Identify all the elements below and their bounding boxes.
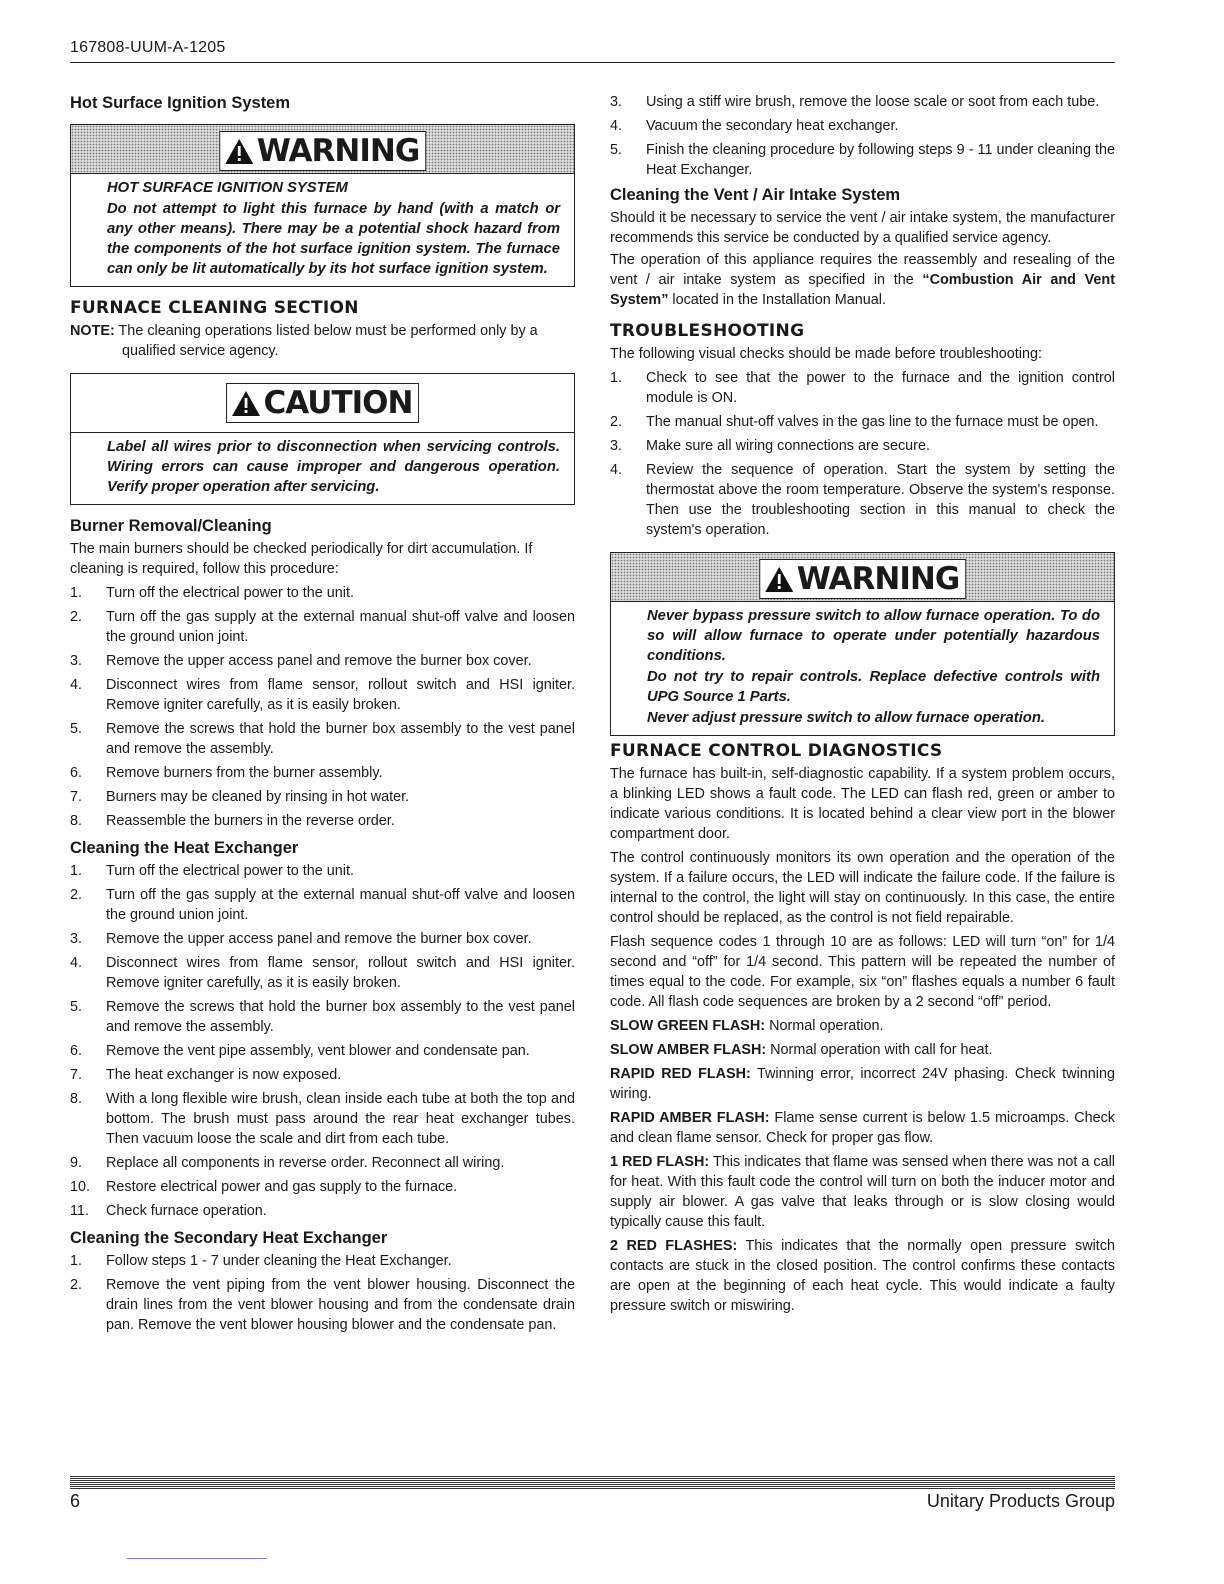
- step-number: 7.: [70, 1067, 83, 1083]
- pressure-switch-warning-box: [610, 552, 1115, 736]
- scan-artifact-line: [127, 1558, 267, 1559]
- warning-sign: [759, 559, 967, 599]
- warning-body: [611, 602, 1114, 735]
- step-text: Review the sequence of operation. Start the system by setting the thermostat above the room temperature. Observe the system's response. Then use the troubleshooting section in this manual to check the system's operation.: [646, 462, 1115, 538]
- step-text: Reassemble the burners in the reverse order.: [106, 813, 395, 829]
- flash-code-label: 1 RED FLASH:: [610, 1154, 710, 1170]
- diagnostics-paragraph-1: The furnace has built-in, self-diagnostic capability. If a system problem occurs, a blinking LED shows a fault code. The LED can flash red, green or amber to indicate various conditions. It is located behind a clear view port in the blower compartment door.: [610, 766, 1115, 842]
- list-item: [70, 1177, 575, 1197]
- step-number: 7.: [70, 789, 83, 805]
- hsi-heading: Hot Surface Ignition System: [70, 94, 291, 112]
- step-number: 5.: [610, 142, 623, 158]
- flash-code-label: 2 RED FLASHES:: [610, 1238, 738, 1254]
- warning-title: HOT SURFACE IGNITION SYSTEM: [107, 180, 348, 196]
- flash-code-description: Normal operation.: [765, 1018, 884, 1034]
- caution-body: [71, 433, 574, 504]
- flash-code-label: RAPID AMBER FLASH:: [610, 1110, 770, 1126]
- vent-paragraph-2: [610, 250, 1115, 310]
- vent-p2-end: located in the Installation Manual.: [668, 292, 887, 308]
- diagnostics-paragraph-2: The control continuously monitors its own operation and the operation of the system. If a failure occurs, the LED will indicate the failure code. If the failure is internal to the control, the light will stay on continuously. In this case, the entire control should be replaced, as the control is not field repairable.: [610, 850, 1115, 926]
- heat-exchanger-heading: Cleaning the Heat Exchanger: [70, 839, 299, 857]
- warning-text-2: Do not try to repair controls. Replace defective controls with UPG Source 1 Parts.: [647, 669, 1100, 705]
- warning-banner: [71, 125, 574, 174]
- flash-code-description: This indicates that flame was sensed when there was not a call for heat. With this fault code the control will turn on both the inducer motor and supply air blower. A gas valve that leaks through or is slow closing would typically cause this fault.: [610, 1154, 1116, 1230]
- step-number: 4.: [610, 462, 623, 478]
- step-number: 6.: [70, 765, 83, 781]
- list-item: [70, 607, 575, 647]
- flash-code-label: SLOW AMBER FLASH:: [610, 1042, 767, 1058]
- step-number: 8.: [70, 813, 83, 829]
- list-item: [70, 885, 575, 925]
- step-text: Vacuum the secondary heat exchanger.: [646, 118, 899, 134]
- warning-label: WARNING: [796, 561, 960, 597]
- caution-sign: [226, 383, 420, 423]
- step-number: 3.: [70, 931, 83, 947]
- step-number: 1.: [70, 863, 83, 879]
- troubleshooting-intro: The following visual checks should be made before troubleshooting:: [610, 346, 1042, 362]
- step-text: Follow steps 1 - 7 under cleaning the Heat Exchanger.: [106, 1253, 452, 1269]
- cleaning-note: [70, 321, 575, 361]
- step-text: Disconnect wires from flame sensor, rollout switch and HSI igniter. Remove igniter carefully, as it is easily broken.: [106, 677, 575, 713]
- step-text: Turn off the gas supply at the external manual shut-off valve and loosen the ground union joint.: [106, 887, 575, 923]
- list-item: [70, 1089, 575, 1149]
- warning-text-3: Never adjust pressure switch to allow furnace operation.: [647, 710, 1045, 726]
- step-text: The heat exchanger is now exposed.: [106, 1067, 342, 1083]
- step-number: 4.: [610, 118, 623, 134]
- secondary-hx-steps-continued: [610, 92, 1115, 180]
- step-number: 9.: [70, 1155, 83, 1171]
- step-text: Finish the cleaning procedure by following steps 9 - 11 under cleaning the Heat Exchanger.: [646, 142, 1115, 178]
- list-item: [610, 436, 1115, 456]
- caution-text: Label all wires prior to disconnection when servicing controls. Wiring errors can cause improper and dangerous operation. Verify proper operation after servicing.: [107, 439, 560, 495]
- list-item: [70, 787, 575, 807]
- list-item: [70, 1041, 575, 1061]
- list-item: [70, 997, 575, 1037]
- step-number: 2.: [70, 1277, 83, 1293]
- warning-banner: [611, 553, 1114, 602]
- flash-code-label: RAPID RED FLASH:: [610, 1066, 751, 1082]
- caution-label: CAUTION: [263, 385, 413, 421]
- list-item: [610, 116, 1115, 136]
- note-text: The cleaning operations listed below must be performed only by a qualified service agency.: [114, 323, 538, 359]
- step-number: 11.: [70, 1203, 89, 1219]
- step-text: Remove the vent piping from the vent blower housing. Disconnect the drain lines from the vent blower housing and from the condensate drain pan. Remove the vent blower housing blower and the condensate pan.: [106, 1277, 575, 1333]
- step-number: 2.: [70, 609, 83, 625]
- step-number: 4.: [70, 955, 83, 971]
- list-item: [70, 953, 575, 993]
- page-number: 6: [70, 1491, 81, 1511]
- heat-exchanger-steps-list: [70, 861, 575, 1221]
- diagnostics-heading: FURNACE CONTROL DIAGNOSTICS: [610, 741, 943, 761]
- step-text: Remove burners from the burner assembly.: [106, 765, 383, 781]
- list-item: [70, 811, 575, 831]
- flash-code-description: This indicates that the normally open pressure switch contacts are stuck in the closed position. The control confirms these contacts are open at the beginning of each heat cycle. This would indicate a faulty pressure switch or miswiring.: [610, 1238, 1115, 1314]
- flash-code-item: [610, 1152, 1115, 1232]
- cleaning-section-heading: FURNACE CLEANING SECTION: [70, 298, 359, 318]
- flash-code-item: [610, 1016, 1115, 1036]
- step-number: 1.: [70, 1253, 83, 1269]
- list-item: [70, 1153, 575, 1173]
- warning-label: WARNING: [256, 133, 420, 169]
- step-number: 8.: [70, 1091, 83, 1107]
- list-item: [70, 929, 575, 949]
- list-item: [610, 412, 1115, 432]
- warning-text-1: Never bypass pressure switch to allow furnace operation. To do so will allow furnace to operate under potentially hazardous conditions.: [647, 608, 1100, 664]
- step-text: With a long flexible wire brush, clean inside each tube at both the top and bottom. The brush must pass around the rear heat exchanger tubes. Then vacuum loose the scale and dirt from each tube.: [106, 1091, 575, 1147]
- step-text: Disconnect wires from flame sensor, rollout switch and HSI igniter. Remove igniter carefully, as it is easily broken.: [106, 955, 575, 991]
- troubleshooting-steps-list: [610, 368, 1115, 540]
- burner-steps-list: [70, 583, 575, 831]
- warning-sign: [219, 131, 427, 171]
- list-item: [610, 460, 1115, 540]
- vent-heading: Cleaning the Vent / Air Intake System: [610, 186, 901, 204]
- list-item: [70, 763, 575, 783]
- flash-code-description: Normal operation with call for heat.: [766, 1042, 993, 1058]
- right-column: [610, 92, 1115, 1320]
- step-text: Using a stiff wire brush, remove the loose scale or soot from each tube.: [646, 94, 1100, 110]
- list-item: [610, 368, 1115, 408]
- flash-code-item: [610, 1108, 1115, 1148]
- step-number: 3.: [610, 94, 623, 110]
- list-item: [70, 675, 575, 715]
- step-text: Remove the screws that hold the burner box assembly to the vest panel and remove the assembly.: [106, 999, 575, 1035]
- step-number: 2.: [70, 887, 83, 903]
- vent-paragraph-1: Should it be necessary to service the vent / air intake system, the manufacturer recommends this service be conducted by a qualified service agency.: [610, 210, 1115, 246]
- list-item: [70, 1065, 575, 1085]
- header-rule: [70, 62, 1115, 63]
- flash-code-label: SLOW GREEN FLASH:: [610, 1018, 766, 1034]
- warning-text: Do not attempt to light this furnace by hand (with a match or any other means). There may be a potential shock hazard from the components of the hot surface ignition system. The furnace can only be lit automatically by its hot surface ignition system.: [107, 201, 560, 277]
- troubleshooting-heading: TROUBLESHOOTING: [610, 321, 805, 341]
- hsi-warning-box: [70, 124, 575, 287]
- caution-box: [70, 373, 575, 505]
- company-name: Unitary Products Group: [926, 1491, 1115, 1511]
- list-item: [70, 861, 575, 881]
- step-text: Burners may be cleaned by rinsing in hot water.: [106, 789, 410, 805]
- note-label: NOTE:: [70, 323, 115, 339]
- step-text: Turn off the gas supply at the external manual shut-off valve and loosen the ground union joint.: [106, 609, 575, 645]
- list-item: [610, 92, 1115, 112]
- footer-rule: [70, 1476, 1115, 1490]
- step-number: 3.: [70, 653, 83, 669]
- vent-p2-start: The operation of this appliance requires the reassembly and resealing of the vent / air intake system as specified in the: [610, 252, 1115, 288]
- step-text: Remove the screws that hold the burner box assembly to the vest panel and remove the assembly.: [106, 721, 575, 757]
- list-item: [70, 1251, 575, 1271]
- secondary-hx-steps-list: [70, 1251, 575, 1335]
- vent-p2-reference: “Combustion Air and Vent System”: [610, 272, 1115, 308]
- step-number: 5.: [70, 721, 83, 737]
- step-number: 4.: [70, 677, 83, 693]
- flash-code-item: [610, 1236, 1115, 1316]
- step-text: Turn off the electrical power to the unit.: [106, 585, 354, 601]
- warning-triangle-icon: [764, 566, 794, 593]
- flash-code-description: Twinning error, incorrect 24V phasing. Check twinning wiring.: [610, 1066, 1115, 1102]
- step-number: 3.: [610, 438, 623, 454]
- caution-triangle-icon: [231, 390, 261, 417]
- list-item: [70, 1275, 575, 1335]
- list-item: [70, 719, 575, 759]
- list-item: [70, 1201, 575, 1221]
- step-text: Remove the upper access panel and remove the burner box cover.: [106, 653, 532, 669]
- step-text: Turn off the electrical power to the unit.: [106, 863, 354, 879]
- step-text: Make sure all wiring connections are secure.: [646, 438, 930, 454]
- step-text: Check to see that the power to the furnace and the ignition control module is ON.: [646, 370, 1115, 406]
- step-number: 1.: [70, 585, 83, 601]
- step-text: Check furnace operation.: [106, 1203, 267, 1219]
- step-number: 10.: [70, 1179, 91, 1195]
- flash-code-item: [610, 1040, 1115, 1060]
- warning-body: [71, 174, 574, 286]
- document-code: 167808-UUM-A-1205: [70, 39, 226, 56]
- step-number: 1.: [610, 370, 623, 386]
- list-item: [70, 583, 575, 603]
- diagnostics-paragraph-3: Flash sequence codes 1 through 10 are as follows: LED will turn “on” for 1/4 second and “off” for 1/4 second. This pattern will be repeated the number of times equal to the code. For example, six “on” flashes equals a number 6 fault code. All flash code sequences are broken by a 2 second “off” period.: [610, 934, 1115, 1010]
- list-item: [70, 651, 575, 671]
- warning-triangle-icon: [224, 138, 254, 165]
- burner-intro: The main burners should be checked periodically for dirt accumulation. If cleaning is required, follow this procedure:: [70, 541, 533, 577]
- step-number: 5.: [70, 999, 83, 1015]
- flash-code-item: [610, 1064, 1115, 1104]
- step-number: 2.: [610, 414, 623, 430]
- step-text: Remove the vent pipe assembly, vent blower and condensate pan.: [106, 1043, 530, 1059]
- step-text: Restore electrical power and gas supply to the furnace.: [106, 1179, 458, 1195]
- list-item: [610, 140, 1115, 180]
- flash-code-description: Flame sense current is below 1.5 microamps. Check and clean flame sensor. Check for proper gas flow.: [610, 1110, 1115, 1146]
- step-number: 6.: [70, 1043, 83, 1059]
- left-column: [70, 92, 575, 1339]
- flash-code-list: [610, 1016, 1115, 1316]
- secondary-hx-heading: Cleaning the Secondary Heat Exchanger: [70, 1229, 388, 1247]
- caution-banner: [71, 374, 574, 433]
- burner-heading: Burner Removal/Cleaning: [70, 517, 272, 535]
- step-text: Replace all components in reverse order. Reconnect all wiring.: [106, 1155, 505, 1171]
- step-text: The manual shut-off valves in the gas line to the furnace must be open.: [646, 414, 1099, 430]
- step-text: Remove the upper access panel and remove the burner box cover.: [106, 931, 532, 947]
